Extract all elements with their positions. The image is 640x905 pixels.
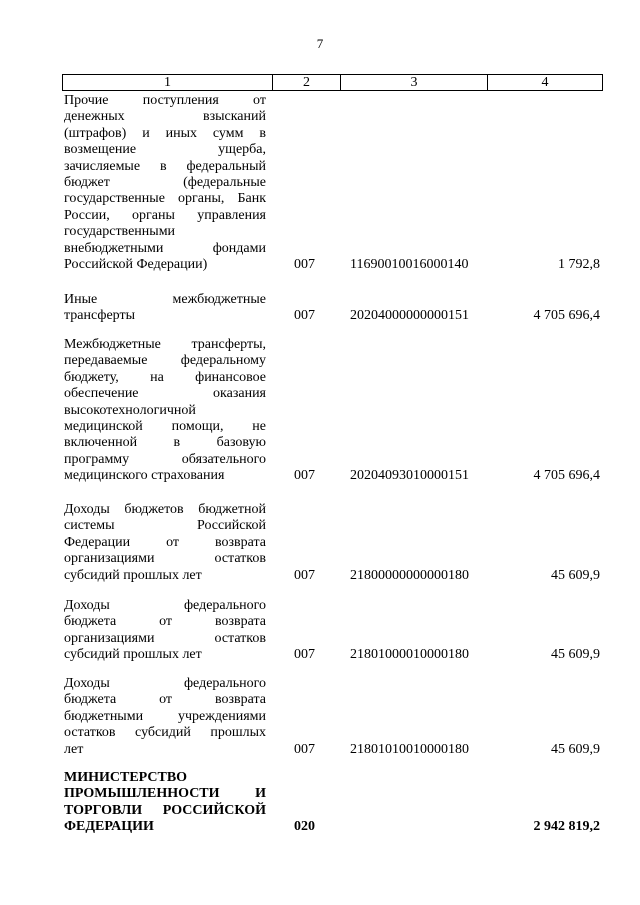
row-amount: 45 609,9: [551, 647, 600, 663]
description-line: субсидий прошлых лет: [64, 567, 202, 583]
row-admin-code: 007: [294, 741, 315, 757]
description-line: медицинского страхования: [64, 468, 225, 484]
row-description: [64, 598, 266, 664]
description-line: субсидий прошлых лет: [64, 647, 202, 663]
description-line: возмещение ущерба,: [64, 142, 266, 158]
description-line: государственные органы, Банк: [64, 191, 266, 207]
description-line: бюджета от возврата: [64, 614, 266, 630]
description-line: бюджетными учреждениями: [64, 708, 266, 724]
description-line: России, органы управления: [64, 207, 266, 223]
row-description: [64, 676, 266, 758]
description-line: программу обязательного: [64, 451, 266, 467]
row-admin-code: 007: [294, 308, 315, 324]
description-line: (штрафов) и иных сумм в: [64, 125, 266, 141]
row-amount: 45 609,9: [551, 741, 600, 757]
row-kbk-code: 21801010010000180: [350, 741, 469, 757]
row-amount: 1 792,8: [558, 257, 600, 272]
row-description: [64, 770, 266, 836]
description-line: организациями остатков: [64, 551, 266, 567]
description-line: ПРОМЫШЛЕННОСТИ И: [64, 786, 266, 802]
row-admin-code: 007: [294, 468, 315, 484]
description-line: МИНИСТЕРСТВО: [64, 770, 188, 785]
row-amount: 2 942 819,2: [533, 819, 600, 835]
description-line: Доходы федерального: [64, 598, 266, 613]
row-admin-code: 020: [294, 819, 315, 835]
description-line: трансферты: [64, 308, 136, 324]
description-line: обеспечение оказания: [64, 386, 266, 402]
row-kbk-code: 20204093010000151: [350, 468, 469, 484]
header-col-4: 4: [541, 75, 549, 90]
row-kbk-code: 21801000010000180: [350, 647, 469, 663]
description-line: ФЕДЕРАЦИИ: [64, 819, 154, 835]
description-line: передаваемые федеральному: [64, 353, 266, 369]
row-admin-code: 007: [294, 647, 315, 663]
description-line: бюджета от возврата: [64, 692, 266, 708]
description-line: зачисляемые в федеральный: [64, 158, 266, 174]
description-line: высокотехнологичной: [64, 402, 196, 418]
row-amount: 4 705 696,4: [533, 468, 600, 484]
row-admin-code: 007: [294, 567, 315, 583]
description-line: остатков субсидий прошлых: [64, 725, 266, 741]
row-kbk-code: 11690010016000140: [350, 257, 469, 272]
description-line: медицинской помощи, не: [64, 419, 266, 435]
row-description: [64, 337, 266, 485]
description-line: Доходы бюджетов бюджетной: [64, 502, 266, 517]
description-line: организациями остатков: [64, 630, 266, 646]
description-line: Прочие поступления от: [64, 93, 266, 108]
row-kbk-code: 20204000000000151: [350, 308, 469, 324]
description-line: внебюджетными фондами: [64, 240, 266, 256]
description-line: ТОРГОВЛИ РОССИЙСКОЙ: [64, 802, 266, 818]
description-line: включенной в базовую: [64, 435, 266, 451]
row-amount: 45 609,9: [551, 567, 600, 583]
description-line: бюджет (федеральные: [64, 175, 266, 191]
header-col-3: 3: [341, 75, 488, 90]
row-amount: 4 705 696,4: [533, 308, 600, 324]
description-line: государственными: [64, 224, 176, 240]
row-description: [64, 93, 266, 273]
description-line: Межбюджетные трансферты,: [64, 337, 266, 352]
description-line: бюджету, на финансовое: [64, 369, 266, 385]
header-col-2: 2: [273, 75, 341, 90]
description-line: Доходы федерального: [64, 676, 266, 691]
description-line: Федерации от возврата: [64, 534, 266, 550]
table-header: [62, 74, 603, 91]
description-line: денежных взысканий: [64, 109, 266, 125]
header-col-1: 1: [63, 75, 273, 90]
row-description: [64, 502, 266, 584]
description-line: лет: [64, 741, 84, 757]
row-kbk-code: 21800000000000180: [350, 567, 469, 583]
row-admin-code: 007: [294, 257, 315, 272]
row-description: [64, 292, 266, 325]
page-number: 7: [316, 36, 324, 51]
description-line: системы Российской: [64, 518, 266, 534]
description-line: Иные межбюджетные: [64, 292, 266, 307]
description-line: Российской Федерации): [64, 257, 208, 273]
